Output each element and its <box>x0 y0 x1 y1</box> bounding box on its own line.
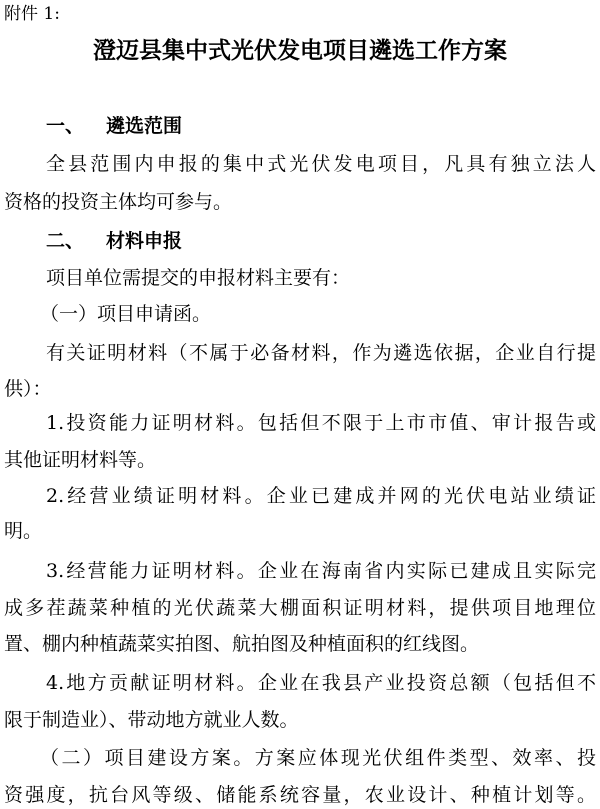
document-title: 澄迈县集中式光伏发电项目遴选工作方案 <box>93 38 507 64</box>
section-number: 一、 <box>46 115 85 137</box>
paragraph-line: 资格的投资主体均可参与。 <box>4 191 233 213</box>
section-heading-materials <box>46 229 182 253</box>
list-item-line: 2.经营业绩证明材料。企业已建成并网的光伏电站业绩证 <box>46 485 596 507</box>
paragraph-line: 供）： <box>4 378 52 400</box>
section-number: 二、 <box>46 230 85 252</box>
paragraph-line: 资强度，抗台风等级、储能系统容量，农业设计、种植计划等。 <box>4 784 596 806</box>
sub-heading-application-letter: （一）项目申请函。 <box>40 303 212 325</box>
list-item-line: 明。 <box>4 520 43 542</box>
list-item-line: 其他证明材料等。 <box>4 449 157 471</box>
paragraph-line: 有关证明材料（不属于必备材料，作为遴选依据，企业自行提 <box>46 342 596 364</box>
list-item-line: 4.地方贡献证明材料。企业在我县产业投资总额（包括但不 <box>46 672 596 694</box>
list-item-line: 置、棚内种植蔬菜实拍图、航拍图及种植面积的红线图。 <box>4 633 480 655</box>
sub-heading-construction-plan: （二）项目建设方案。方案应体现光伏组件类型、效率、投 <box>40 747 596 769</box>
intro-paragraph: 项目单位需提交的申报材料主要有： <box>46 267 351 289</box>
section-title: 材料申报 <box>106 230 183 252</box>
list-item-line: 1.投资能力证明材料。包括但不限于上市市值、审计报告或 <box>46 412 596 434</box>
section-title: 遴选范围 <box>106 115 183 137</box>
list-item-line: 限于制造业）、带动地方就业人数。 <box>4 709 299 731</box>
list-item-line: 成多茬蔬菜种植的光伏蔬菜大棚面积证明材料，提供项目地理位 <box>4 597 596 619</box>
section-heading-scope <box>46 114 182 138</box>
paragraph-line: 全县范围内申报的集中式光伏发电项目，凡具有独立法人 <box>46 153 596 175</box>
attachment-label: 附件 1: <box>4 4 60 24</box>
list-item-line: 3.经营能力证明材料。企业在海南省内实际已建成且实际完 <box>46 560 596 582</box>
